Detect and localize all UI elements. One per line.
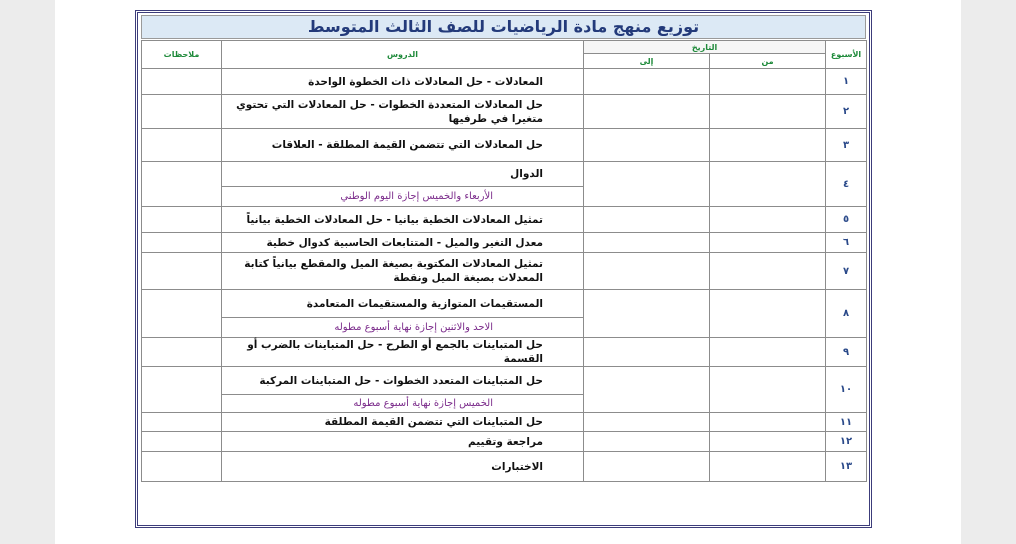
week-number: ٥ — [826, 207, 867, 233]
from-date-cell[interactable] — [710, 95, 826, 129]
week-number: ١٠ — [826, 367, 867, 413]
table-row — [142, 233, 867, 253]
week-number: ٣ — [826, 129, 867, 162]
notes-cell[interactable] — [142, 207, 222, 233]
to-date-cell[interactable] — [584, 290, 710, 338]
week-number: ٩ — [826, 338, 867, 367]
page-title: توزيع منهج مادة الرياضيات للصف الثالث المتوسط — [141, 15, 866, 39]
lesson-cell: حل المتباينات بالجمع أو الطرح - حل المتباينات بالضرب أو القسمة — [222, 338, 584, 367]
date-header: التاريخ — [584, 41, 826, 54]
table-row — [142, 413, 867, 432]
table-frame — [135, 10, 872, 528]
to-header: إلى — [584, 54, 710, 69]
lesson-cell: حل المتباينات التي تتضمن القيمة المطلقة — [222, 413, 584, 432]
table-row — [142, 207, 867, 233]
to-date-cell[interactable] — [584, 432, 710, 452]
table-row — [142, 452, 867, 482]
to-date-cell[interactable] — [584, 367, 710, 413]
table-row — [142, 338, 867, 367]
notes-cell[interactable] — [142, 69, 222, 95]
notes-cell[interactable] — [142, 290, 222, 338]
holiday-note: الأربعاء والخميس إجازة اليوم الوطني — [222, 187, 584, 207]
week-number: ١١ — [826, 413, 867, 432]
header-row — [142, 41, 867, 54]
from-date-cell[interactable] — [710, 367, 826, 413]
from-date-cell[interactable] — [710, 129, 826, 162]
to-date-cell[interactable] — [584, 69, 710, 95]
from-date-cell[interactable] — [710, 253, 826, 290]
from-date-cell[interactable] — [710, 162, 826, 207]
notes-cell[interactable] — [142, 338, 222, 367]
to-date-cell[interactable] — [584, 129, 710, 162]
to-date-cell[interactable] — [584, 233, 710, 253]
lesson-cell: المعادلات - حل المعادلات ذات الخطوة الواحدة — [222, 69, 584, 95]
week-number: ١٢ — [826, 432, 867, 452]
table-row — [142, 95, 867, 129]
from-date-cell[interactable] — [710, 452, 826, 482]
holiday-note: الخميس إجازة نهاية أسبوع مطوله — [222, 395, 584, 413]
table-row — [142, 162, 867, 187]
notes-cell[interactable] — [142, 432, 222, 452]
to-date-cell[interactable] — [584, 253, 710, 290]
from-header: من — [710, 54, 826, 69]
lesson-cell: تمثيل المعادلات المكتوبة بصيغة الميل والمقطع بيانياً كتابة المعدلات بصيغة الميل ونقطة — [222, 253, 584, 290]
notes-cell[interactable] — [142, 367, 222, 413]
to-date-cell[interactable] — [584, 162, 710, 207]
notes-cell[interactable] — [142, 233, 222, 253]
to-date-cell[interactable] — [584, 338, 710, 367]
week-number: ١ — [826, 69, 867, 95]
week-number: ٧ — [826, 253, 867, 290]
week-number: ٤ — [826, 162, 867, 207]
week-number: ٦ — [826, 233, 867, 253]
lesson-cell: حل المتباينات المتعدد الخطوات - حل المتباينات المركبة — [222, 367, 584, 395]
lesson-cell: الدوال — [222, 162, 584, 187]
week-header: الأسبوع — [826, 41, 867, 69]
notes-cell[interactable] — [142, 253, 222, 290]
table-row — [142, 290, 867, 318]
from-date-cell[interactable] — [710, 432, 826, 452]
from-date-cell[interactable] — [710, 207, 826, 233]
to-date-cell[interactable] — [584, 207, 710, 233]
from-date-cell[interactable] — [710, 338, 826, 367]
to-date-cell[interactable] — [584, 95, 710, 129]
lesson-cell: المستقيمات المتوازية والمستقيمات المتعامدة — [222, 290, 584, 318]
lesson-cell: تمثيل المعادلات الخطية بيانيا - حل المعادلات الخطية بيانياً — [222, 207, 584, 233]
holiday-note: الاحد والاثنين إجازة نهاية أسبوع مطوله — [222, 318, 584, 338]
lesson-cell: حل المعادلات التي تتضمن القيمة المطلقة - العلاقات — [222, 129, 584, 162]
from-date-cell[interactable] — [710, 413, 826, 432]
table-row — [142, 69, 867, 95]
table-row — [142, 253, 867, 290]
notes-cell[interactable] — [142, 162, 222, 207]
notes-header: ملاحظات — [142, 41, 222, 69]
lesson-cell: حل المعادلات المتعددة الخطوات - حل المعادلات التي تحتوي متغيرا في طرفيها — [222, 95, 584, 129]
to-date-cell[interactable] — [584, 413, 710, 432]
table-row — [142, 129, 867, 162]
from-date-cell[interactable] — [710, 69, 826, 95]
to-date-cell[interactable] — [584, 452, 710, 482]
notes-cell[interactable] — [142, 413, 222, 432]
lesson-cell: معدل التغير والميل - المتتابعات الحاسبية كدوال خطية — [222, 233, 584, 253]
table-row — [142, 367, 867, 395]
week-number: ٢ — [826, 95, 867, 129]
lessons-header: الدروس — [222, 41, 584, 69]
week-number: ٨ — [826, 290, 867, 338]
lesson-cell: مراجعة وتقييم — [222, 432, 584, 452]
from-date-cell[interactable] — [710, 290, 826, 338]
notes-cell[interactable] — [142, 129, 222, 162]
week-number: ١٣ — [826, 452, 867, 482]
lesson-cell: الاختبارات — [222, 452, 584, 482]
from-date-cell[interactable] — [710, 233, 826, 253]
table-row — [142, 432, 867, 452]
curriculum-table — [141, 40, 867, 482]
notes-cell[interactable] — [142, 95, 222, 129]
notes-cell[interactable] — [142, 452, 222, 482]
